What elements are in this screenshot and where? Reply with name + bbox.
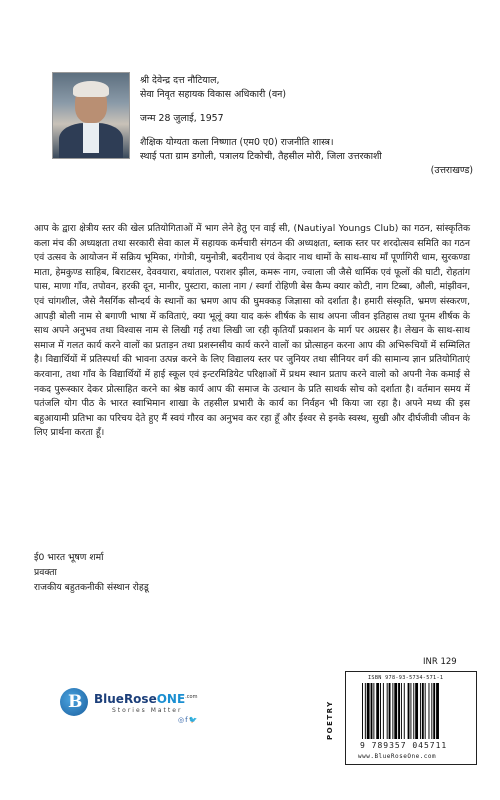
publisher-tagline: Stories Matter [112, 707, 183, 714]
author-photo [52, 72, 130, 159]
signatory-name: ई0 भारत भूषण शर्मा [34, 552, 104, 563]
price-label: INR 129 [423, 657, 457, 667]
author-info [140, 74, 485, 178]
author-name: श्री देवेन्द्र दत्त नौटियाल, [140, 75, 220, 86]
social-icons: ◎f🐦 [178, 716, 199, 724]
author-education: शैक्षिक योग्यता कला निष्णात (एम0 ए0) राजनीति शास्त्र। [140, 137, 334, 148]
publisher-logo-icon: B [60, 688, 88, 716]
author-address-state: (उत्तराखण्ड) [430, 165, 473, 176]
isbn-digits: 9 789357 045711 [360, 741, 448, 750]
barcode-bars [362, 683, 470, 739]
author-description: आप के द्वारा क्षेत्रीय स्तर की खेल प्रतियोगिताओं में भाग लेने हेतु एन वाई सी, (Nautiyal Youngs Club) का गठन, सांस्कृतिक कला मंच की अध्यक्षता तथा सरकारी सेवा काल में सहायक कर्मचारी संगठन की अध्यक्षता, ब्लाक स्तर पर शरदोत्सव समिति का गठन एवं उत्सव के आयोजन में सक्रिय भूमिका, गंगोत्री, यमुनोत्री, बदरीनाथ एवं केदार नाथ धामों के साथ-साथ माँ पूर्णागिरी धाम, सुरकण्डा माता, हेमकुण्ड साहिब, बिराटसर, देववयारा, बयांताल, पराशर झील, कमरू नाग, ज्वाला जी जैसे धार्मिक एवं फूलों की घाटी, रोहतांग पास, माणा गाँव, तपोवन, हरकी दून, मानीर, पुस्टारा, काला नाग / स्वर्गा रोहिणी बेस कैम्प क्यार कोटी, नाग टिब्बा, औली, मांझीवन, एवं चांगशील, जैसे नैसर्गिक सौन्दर्य के स्थानों का भ्रमण आप की घुमक्कड़ जिज्ञासा को दर्शाता है। हमारी संस्कृति, भ्रमण संस्करण, आपड़ी बोली नाम से बगाणी भाषा में कविताएं, क्या भूलूं क्या याद करूं शीर्षक के साथ अपना जीवन इतिहास तथा पूनम शीर्षक के साथ अपने अनुभव तथा विश्वास नाम से लिखी गई तथा लिखी जा रही कृतियाँ प्रकाशन के मार्ग पर अग्रसर है। लेखन के साथ-साथ समाज में गलत कार्य करने वालों का प्रताड़न तथा प्रशस्नसीय कार्य करने वालों का प्रोत्साहन करना आप की अभिरूचियों में सम्मिलित है। विद्यार्थियों में प्रतिस्पर्धा की भावना उत्पन्न करने के लिए विद्यालय स्तर पर जुनियर तथा सीनियर वर्ग की सामान्य ज्ञान प्रतियोगिताएं करवाना, तथा गाँव के विद्यार्थियों में हाई स्कूल एवं इन्टरमिडियेट परिक्षाओं में प्रथम स्थान प्रताप करने वालो को अपनी नेक कमाई से नकद पुरूस्कार देकर प्रोत्साहित करने का श्रेष्ठ कार्य आप की समाज के उत्थान के प्रति साथर्क सोच को दर्शाता है। वर्तमान समय में पतंजलि योग पीठ के भारत स्वाभिमान शाखा के तहसील प्रभारी के कार्य का निर्वहन भी किया जा रहा है। अपने मध्य की इस बहुआयामी प्रतिभा का परिचय देते हुए मैं स्वयं गौरव का अनुभव कर रहा हूँ और ईश्वर से इनके स्वस्थ, सुखी और दीर्घजीवी जीवन के लिए प्रार्थना करता हूँ। [34, 223, 470, 439]
isbn-top-text: ISBN 978-93-5734-571-1 [368, 675, 444, 681]
signature-block [34, 550, 149, 595]
author-dob: जन्म 28 जुलाई, 1957 [140, 113, 224, 124]
author-designation: सेवा निवृत सहायक विकास अधिकारी (वन) [140, 89, 287, 100]
signatory-role: प्रवक्ता [34, 567, 57, 578]
author-address: स्थाई पता ग्राम डगोली, पत्रालय टिकोची, तैहसील मोरी, जिला उत्तरकाशी [140, 151, 382, 162]
genre-label: POETRY [326, 700, 334, 740]
publisher-url: www.BlueRoseOne.com [358, 753, 437, 760]
signatory-institute: राजकीय बहुतकनीकी संस्थान रोहडू [34, 582, 149, 593]
publisher-name: BlueRoseONE$^{.com}$ [94, 692, 198, 706]
